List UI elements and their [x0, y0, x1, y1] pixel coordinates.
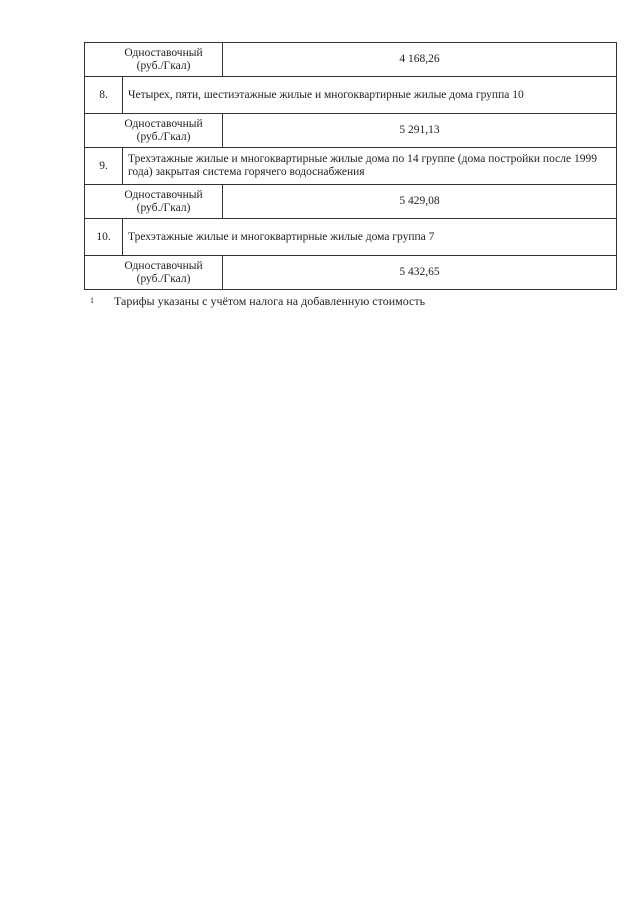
rate-type-label: Одноставочный [124, 259, 203, 272]
group-row [85, 77, 617, 114]
rate-unit-label: (руб./Гкал) [136, 130, 191, 143]
group-description: Четырех, пяти, шестиэтажные жилые и многоквартирные жилые дома группа 10 [123, 77, 617, 114]
group-description: Трехэтажные жилые и многоквартирные жилые дома группа 7 [123, 219, 617, 256]
group-number: 9. [85, 148, 123, 185]
rate-type-cell [85, 43, 223, 77]
group-number: 8. [85, 77, 123, 114]
rate-type-cell [85, 256, 223, 290]
group-description: Трехэтажные жилые и многоквартирные жилые дома по 14 группе (дома постройки после 1999 года) закрытая система горячего водоснабжения [123, 148, 617, 185]
rate-unit-label: (руб./Гкал) [136, 272, 191, 285]
rate-row [85, 185, 617, 219]
rate-type-cell [85, 185, 223, 219]
tariff-value: 4 168,26 [223, 43, 617, 77]
rate-type-label: Одноставочный [124, 188, 203, 201]
rate-type-label: Одноставочный [124, 46, 203, 59]
rate-type-label: Одноставочный [124, 117, 203, 130]
tariff-table-body [85, 43, 617, 290]
tariff-value: 5 429,08 [223, 185, 617, 219]
group-row [85, 219, 617, 256]
rate-row [85, 114, 617, 148]
group-row [85, 148, 617, 185]
footnote-mark: 1 [90, 296, 94, 305]
tariff-value: 5 432,65 [223, 256, 617, 290]
rate-row [85, 43, 617, 77]
footnote [90, 294, 610, 308]
tariff-table [84, 42, 617, 290]
group-number: 10. [85, 219, 123, 256]
rate-type-cell [85, 114, 223, 148]
footnote-text: Тарифы указаны с учётом налога на добавленную стоимость [114, 294, 426, 308]
rate-unit-label: (руб./Гкал) [136, 201, 191, 214]
tariff-value: 5 291,13 [223, 114, 617, 148]
rate-unit-label: (руб./Гкал) [136, 59, 191, 72]
rate-row [85, 256, 617, 290]
